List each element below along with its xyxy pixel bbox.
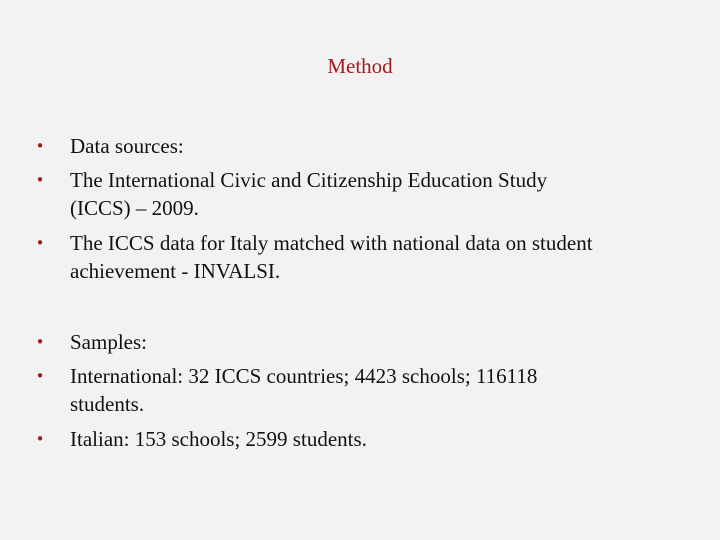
bullet-icon: • — [35, 333, 45, 351]
bullet-icon: • — [35, 171, 45, 189]
bullet-text-line-2: students. — [70, 392, 145, 416]
bullet-item-data-sources — [35, 132, 690, 160]
bullet-text: Italian: 153 schools; 2599 students. — [70, 427, 367, 451]
bullet-text: Samples: — [70, 330, 147, 354]
bullet-text-line-2: (ICCS) – 2009. — [70, 196, 199, 220]
bullet-icon: • — [35, 430, 45, 448]
bullet-item-samples — [35, 328, 690, 356]
bullet-icon: • — [35, 137, 45, 155]
bullet-item-iccs-italy — [35, 229, 690, 285]
bullet-text-line-2: achievement - INVALSI. — [70, 259, 281, 283]
bullet-text-line-1: The ICCS data for Italy matched with national data on student — [70, 231, 593, 255]
bullet-text-line-1: The International Civic and Citizenship Education Study — [70, 168, 548, 192]
bullet-text-line-1: International: 32 ICCS countries; 4423 schools; 116118 — [70, 364, 538, 388]
bullet-item-iccs-study — [35, 166, 690, 222]
slide-title: Method — [327, 54, 393, 78]
bullet-item-international — [35, 362, 690, 418]
bullet-text: Data sources: — [70, 134, 184, 158]
bullet-item-italian — [35, 425, 690, 453]
bullet-icon: • — [35, 234, 45, 252]
bullet-icon: • — [35, 367, 45, 385]
